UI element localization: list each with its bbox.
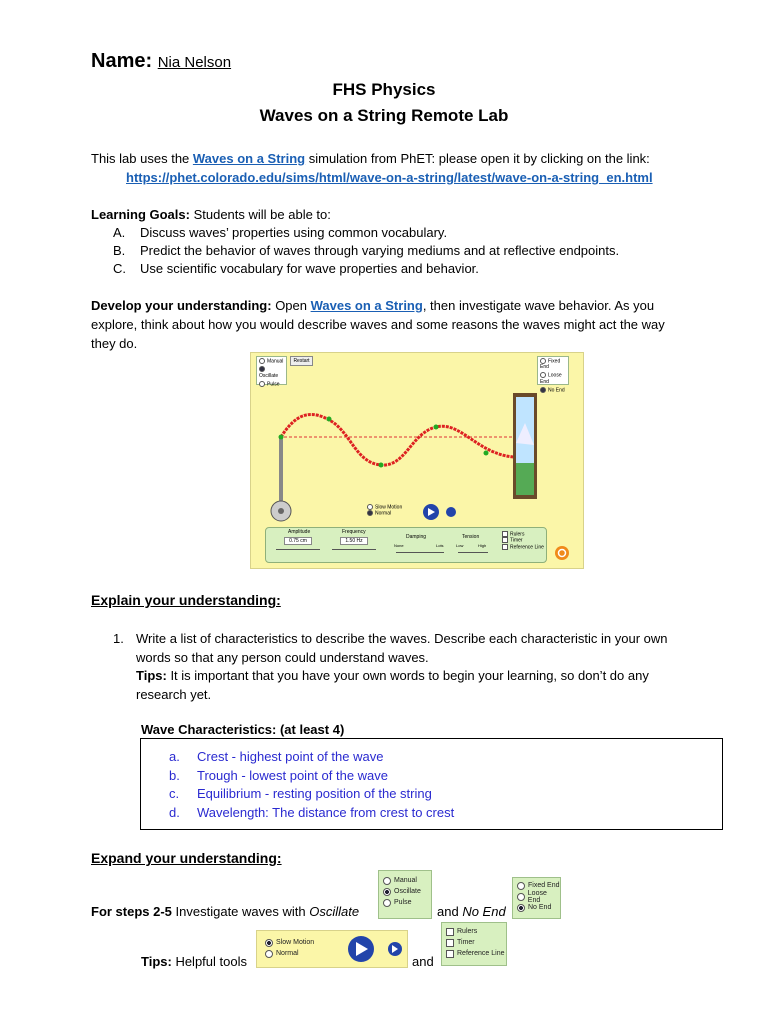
- course-title: FHS Physics: [332, 80, 436, 99]
- play-icon: [345, 931, 405, 967]
- list-item: d. Wavelength: The distance from crest to crest: [169, 804, 455, 820]
- sim-link[interactable]: Waves on a String: [192, 151, 306, 166]
- mode-selector: Manual Oscillate Pulse: [256, 356, 287, 385]
- learning-goals-heading: Learning Goals: Students will be able to:: [91, 207, 331, 222]
- end-selector: Fixed End Loose End No End: [537, 356, 569, 385]
- tips-tools-line: Tips: Helpful tools: [141, 954, 247, 969]
- tools-widget: Rulers Timer Reference Line: [441, 922, 507, 966]
- restart-button: Restart: [290, 356, 313, 366]
- speed-selector: Slow Motion Normal: [367, 504, 409, 521]
- student-name: Nia Nelson: [157, 54, 232, 71]
- explain-heading: Explain your understanding:: [91, 592, 281, 608]
- speed-widget: Slow Motion Normal: [256, 930, 408, 968]
- list-item: a. Crest - highest point of the wave: [169, 749, 384, 765]
- intro-line: This lab uses the Waves on a String simulation from PhET: please open it by clicking on the link:: [91, 151, 650, 166]
- and-no-end-line: and No End: [437, 904, 506, 919]
- list-item: C. Use scientific vocabulary for wave properties and behavior.: [113, 261, 479, 276]
- simulation-screenshot: [250, 352, 584, 569]
- characteristics-label: Wave Characteristics: (at least 4): [141, 722, 345, 737]
- name-label: Name:: [91, 50, 153, 72]
- tips-line-2: research yet.: [136, 687, 212, 702]
- and-2: and: [412, 954, 434, 969]
- name-line: [91, 50, 231, 73]
- expand-heading: Expand your understanding:: [91, 850, 282, 866]
- control-panel: Amplitude 0.75 cm Frequency 1.50 Hz Damping None Lots Tension Low High Rulers Timer Reference Line: [265, 527, 547, 563]
- question-1-marker: 1.: [113, 631, 124, 646]
- tips-line-1: Tips: It is important that you have your own words to begin your learning, so don’t do any: [136, 668, 649, 683]
- question-1-line-1: Write a list of characteristics to describe the waves. Describe each characteristic in your own: [136, 631, 668, 646]
- mode-widget: Manual Oscillate Pulse: [378, 870, 432, 919]
- list-item: B. Predict the behavior of waves through varying mediums and at reflective endpoints.: [113, 243, 620, 258]
- learning-goals-list: [113, 224, 619, 278]
- sim-link-2[interactable]: Waves on a String: [310, 298, 423, 313]
- lab-title: Waves on a String Remote Lab: [259, 106, 509, 125]
- sim-url-link[interactable]: https://phet.colorado.edu/sims/html/wave-on-a-string/latest/wave-on-a-string_en.html: [126, 170, 653, 185]
- url-line: [126, 169, 653, 187]
- question-1-line-2: words so that any person could understand waves.: [136, 650, 429, 665]
- characteristics-answer-box[interactable]: [140, 738, 723, 830]
- end-widget: Fixed End Loose End No End: [512, 877, 561, 919]
- steps-line: For steps 2-5 Investigate waves with Oscillate: [91, 904, 360, 919]
- develop-line-3: they do.: [91, 336, 138, 351]
- list-item: b. Trough - lowest point of the wave: [169, 767, 389, 783]
- list-item: c. Equilibrium - resting position of the string: [169, 786, 432, 802]
- develop-line-1: Develop your understanding: Open Waves on a String, then investigate wave behavior. As you: [91, 298, 655, 313]
- list-item: A. Discuss waves’ properties using common vocabulary.: [113, 225, 448, 240]
- develop-line-2: explore, think about how you would describe waves and some reasons the waves might act the way: [91, 317, 665, 332]
